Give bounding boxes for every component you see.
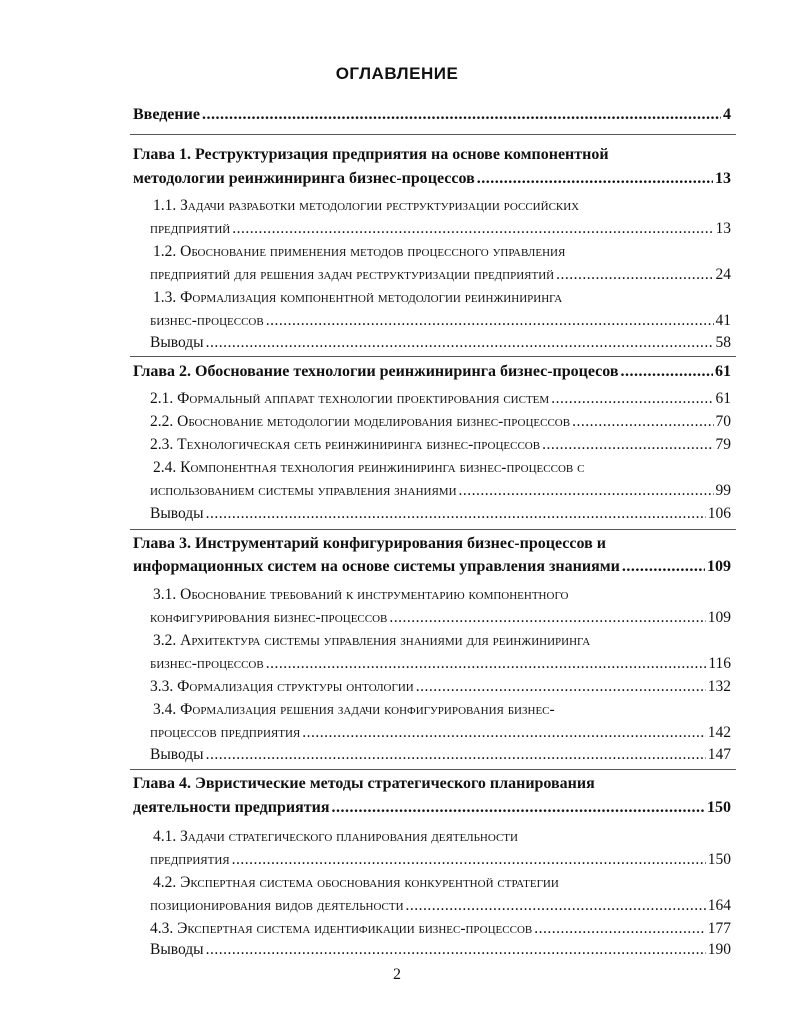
toc-page-number: 24	[715, 266, 731, 283]
toc-entry-text: предприятия	[150, 851, 230, 868]
toc-entry-chapter-1[interactable]	[133, 170, 731, 188]
dot-leader	[542, 436, 713, 454]
toc-page-number: 79	[715, 436, 731, 453]
dot-leader	[206, 746, 706, 764]
toc-entry-section-4-1[interactable]	[150, 851, 731, 869]
dot-leader	[202, 106, 721, 124]
toc-entry-section-4-3[interactable]	[150, 920, 731, 938]
toc-entry-text: 3.3. Формализация структуры онтологии	[150, 678, 414, 695]
dot-leader	[572, 413, 713, 431]
toc-page-number: 190	[707, 941, 731, 958]
toc-entry-text: бизнес-процессов	[150, 655, 264, 672]
toc-entry-section-2-3[interactable]	[150, 436, 731, 454]
section-4-2-line1[interactable]: 4.2. Экспертная система обоснования конкурентной стратегии	[153, 874, 559, 891]
dot-leader	[406, 897, 706, 915]
toc-entry-chapter-2[interactable]	[133, 363, 731, 381]
toc-entry-chapter-2-conclusions[interactable]	[150, 505, 731, 523]
chapter-4-heading-line1[interactable]: Глава 4. Эвристические методы стратегического планирования	[133, 775, 595, 792]
toc-entry-chapter-4-conclusions[interactable]	[150, 941, 731, 959]
dot-leader	[459, 482, 714, 500]
toc-entry-text: позиционирования видов деятельности	[150, 897, 404, 914]
toc-page-number: 70	[715, 413, 731, 430]
dot-leader	[621, 363, 713, 381]
toc-page-number: 41	[715, 312, 731, 329]
toc-entry-text: информационных систем на основе системы управления знаниями	[133, 558, 620, 575]
chapter-1-heading-line1[interactable]: Глава 1. Реструктуризация предприятия на основе компонентной	[133, 146, 609, 163]
toc-entry-chapter-3[interactable]	[133, 558, 731, 576]
toc-entry-section-3-3[interactable]	[150, 678, 731, 696]
toc-page-number: 132	[707, 678, 731, 695]
toc-entry-text: Выводы	[150, 334, 204, 351]
toc-page-number: 61	[715, 390, 731, 407]
toc-entry-text: 2.3. Технологическая сеть реинжиниринга бизнес-процессов	[150, 436, 541, 453]
toc-page-number: 109	[707, 609, 731, 626]
toc-entry-section-3-1[interactable]	[150, 609, 731, 627]
dot-leader	[206, 334, 714, 352]
section-1-2-line1[interactable]: 1.2. Обоснование применения методов процессного управления	[153, 243, 566, 260]
dot-leader	[477, 170, 713, 188]
toc-entry-text: Глава 2. Обоснование технологии реинжиниринга бизнес-процесов	[133, 363, 619, 380]
toc-entry-section-1-3[interactable]	[150, 312, 731, 330]
separator-line	[130, 769, 736, 770]
toc-entry-section-1-2[interactable]	[150, 266, 731, 284]
dot-leader	[206, 941, 706, 959]
section-2-4-line1[interactable]: 2.4. Компонентная технология реинжиниринга бизнес-процессов с	[153, 459, 585, 476]
toc-entry-chapter-3-conclusions[interactable]	[150, 746, 731, 764]
toc-page-number: 150	[707, 851, 731, 868]
toc-entry-text: Введение	[133, 106, 200, 123]
toc-entry-text: Выводы	[150, 505, 204, 522]
dot-leader	[551, 390, 713, 408]
toc-page-number: 4	[723, 106, 731, 123]
toc-page-number: 61	[715, 363, 731, 380]
toc-page-number: 116	[708, 655, 731, 672]
section-4-1-line1[interactable]: 4.1. Задачи стратегического планирования деятельности	[153, 828, 518, 845]
toc-page-number: 106	[707, 505, 731, 522]
toc-entry-text: использованием системы управления знаниями	[150, 482, 457, 499]
toc-page-number: 13	[715, 170, 731, 187]
separator-line	[130, 356, 736, 357]
dot-leader	[266, 655, 707, 673]
toc-entry-chapter-4[interactable]	[133, 799, 731, 817]
toc-page-number: 58	[715, 334, 731, 351]
toc-entry-text: процессов предприятия	[150, 724, 301, 741]
page-number: 2	[393, 966, 401, 983]
toc-entry-text: Выводы	[150, 746, 204, 763]
toc-entry-introduction[interactable]	[133, 106, 731, 124]
toc-page-number: 142	[707, 724, 731, 741]
toc-page-number: 150	[707, 799, 731, 816]
dot-leader	[266, 312, 714, 330]
toc-entry-text: конфигурирования бизнес-процессов	[150, 609, 388, 626]
toc-entry-text: предприятий для решения задач реструктуризации предприятий	[150, 266, 555, 283]
toc-page-number: 164	[707, 897, 731, 914]
toc-entry-section-3-2[interactable]	[150, 655, 731, 673]
chapter-3-heading-line1[interactable]: Глава 3. Инструментарий конфигурирования бизнес-процессов и	[133, 535, 606, 552]
dot-leader	[389, 609, 705, 627]
toc-entry-text: деятельности предприятия	[133, 799, 330, 816]
toc-page-number: 109	[707, 558, 731, 575]
toc-page-number: 177	[707, 920, 731, 937]
section-3-1-line1[interactable]: 3.1. Обоснование требований к инструментарию компонентного	[153, 586, 569, 603]
dot-leader	[206, 505, 706, 523]
toc-entry-text: 2.2. Обоснование методологии моделирования бизнес-процессов	[150, 413, 571, 430]
section-3-4-line1[interactable]: 3.4. Формализация решения задачи конфигурирования бизнес-	[153, 701, 555, 718]
dot-leader	[302, 724, 705, 742]
toc-entry-chapter-1-conclusions[interactable]	[150, 334, 731, 352]
toc-page-number: 13	[715, 220, 731, 237]
dot-leader	[416, 678, 706, 696]
separator-line	[130, 529, 736, 530]
dot-leader	[331, 799, 705, 817]
dot-leader	[556, 266, 713, 284]
toc-page-number: 147	[707, 746, 731, 763]
separator-line	[130, 134, 736, 135]
toc-entry-section-1-1[interactable]	[150, 220, 731, 238]
dot-leader	[232, 220, 713, 238]
dot-leader	[622, 558, 705, 576]
toc-entry-text: методологии реинжиниринга бизнес-процессов	[133, 170, 475, 187]
toc-entry-section-2-4[interactable]	[150, 482, 731, 500]
toc-entry-text: бизнес-процессов	[150, 312, 264, 329]
toc-entry-section-3-4[interactable]	[150, 724, 731, 742]
toc-entry-section-2-2[interactable]	[150, 413, 731, 431]
toc-entry-text: 4.3. Экспертная система идентификации бизнес-процессов	[150, 920, 533, 937]
toc-entry-section-4-2[interactable]	[150, 897, 731, 915]
dot-leader	[232, 851, 706, 869]
section-1-1-line1[interactable]: 1.1. Задачи разработки методологии реструктуризации российских	[153, 197, 580, 214]
toc-entry-text: Выводы	[150, 941, 204, 958]
toc-entry-text: 2.1. Формальный аппарат технологии проектирования систем	[150, 390, 550, 407]
toc-title: ОГЛАВЛЕНИЕ	[335, 64, 459, 83]
toc-entry-section-2-1[interactable]	[150, 390, 731, 408]
section-3-2-line1[interactable]: 3.2. Архитектура системы управления знаниями для реинжиниринга	[153, 632, 591, 649]
dot-leader	[534, 920, 706, 938]
toc-entry-text: предприятий	[150, 220, 231, 237]
toc-page-number: 99	[715, 482, 731, 499]
section-1-3-line1[interactable]: 1.3. Формализация компонентной методологии реинжиниринга	[153, 289, 563, 306]
